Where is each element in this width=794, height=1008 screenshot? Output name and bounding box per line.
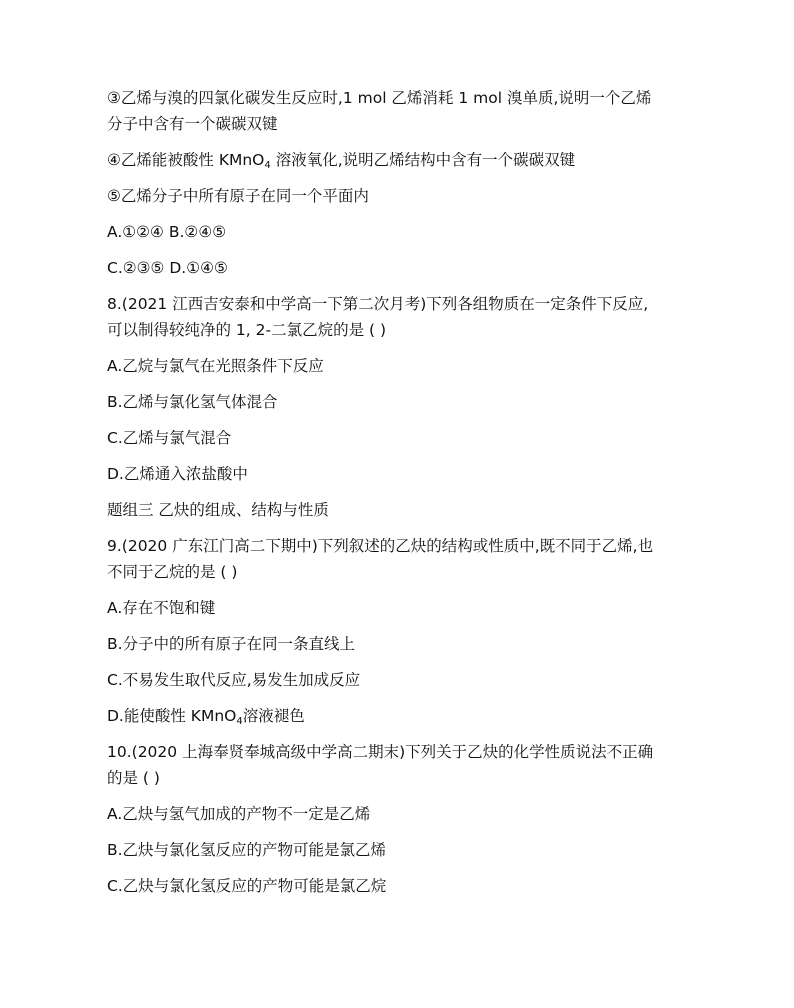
q9-option-c: C.不易发生取代反应,易发生加成反应: [107, 671, 361, 689]
q10-stem-line2: 的是 ( ): [107, 769, 160, 787]
subscript: 4: [236, 716, 243, 727]
q9-option-d-text: D.能使酸性 KMnO: [107, 707, 237, 725]
q9-option-d-rest: 溶液褪色: [242, 707, 305, 725]
q8-stem-line1: 8.(2021 江西吉安泰和中学高一下第二次月考)下列各组物质在一定条件下反应,: [107, 295, 649, 313]
q7-options-ab: A.①②④ B.②④⑤: [107, 223, 227, 241]
q8-option-a: A.乙烷与氯气在光照条件下反应: [107, 357, 324, 375]
section-heading: 题组三 乙炔的组成、结构与性质: [107, 501, 329, 519]
statement-3-line1: ③乙烯与溴的四氯化碳发生反应时,1 mol 乙烯消耗 1 mol 溴单质,说明一个乙烯: [107, 89, 652, 107]
q9-option-d: [107, 706, 305, 732]
statement-3-line2: 分子中含有一个碳碳双键: [107, 115, 278, 133]
statement-5: ⑤乙烯分子中所有原子在同一个平面内: [107, 187, 369, 205]
q8-stem-line2: 可以制得较纯净的 1, 2-二氯乙烷的是 ( ): [107, 321, 387, 339]
q10-option-c: C.乙炔与氯化氢反应的产物可能是氯乙烷: [107, 877, 387, 895]
q9-option-a: A.存在不饱和键: [107, 599, 216, 617]
q10-option-a: A.乙炔与氢气加成的产物不一定是乙烯: [107, 805, 371, 823]
statement-4-rest: 溶液氧化,说明乙烯结构中含有一个碳碳双键: [270, 151, 576, 169]
statement-4: [107, 150, 575, 176]
q8-option-d: D.乙烯通入浓盐酸中: [107, 465, 248, 483]
q10-stem-line1: 10.(2020 上海奉贤奉城高级中学高二期末)下列关于乙炔的化学性质说法不正确: [107, 743, 654, 761]
q8-option-c: C.乙烯与氯气混合: [107, 429, 232, 447]
statement-4-text: ④乙烯能被酸性 KMnO: [107, 151, 265, 169]
subscript: 4: [264, 160, 271, 171]
q9-stem-line1: 9.(2020 广东江门高二下期中)下列叙述的乙炔的结构或性质中,既不同于乙烯,也: [107, 537, 654, 555]
q10-option-b: B.乙炔与氯化氢反应的产物可能是氯乙烯: [107, 841, 387, 859]
q7-options-cd: C.②③⑤ D.①④⑤: [107, 259, 228, 277]
q9-stem-line2: 不同于乙烷的是 ( ): [107, 563, 238, 581]
q8-option-b: B.乙烯与氯化氢气体混合: [107, 393, 278, 411]
q9-option-b: B.分子中的所有原子在同一条直线上: [107, 635, 356, 653]
